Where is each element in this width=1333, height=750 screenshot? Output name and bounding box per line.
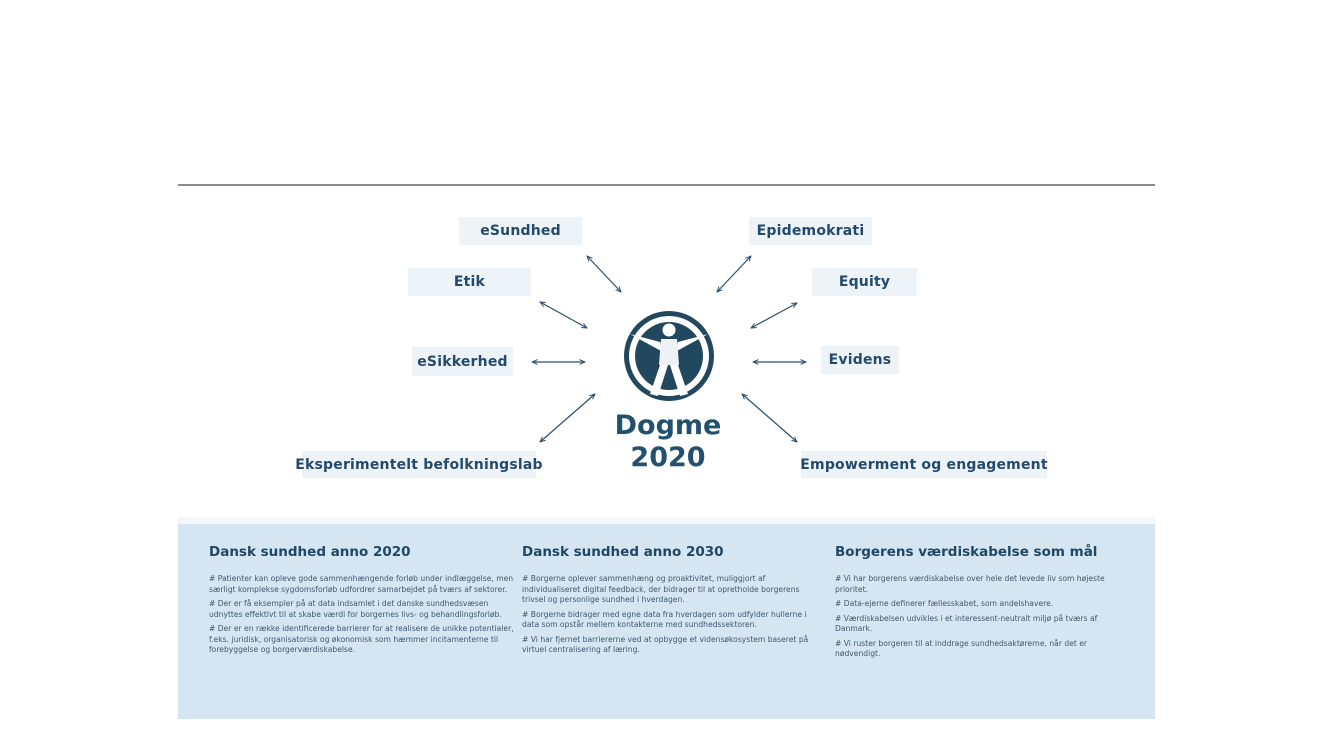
bullet-item: # Vi har borgerens værdiskabelse over hele det levede liv som højeste prioritet. [835,574,1105,594]
label-epidemokrati: Epidemokrati [749,217,872,245]
column-2020 [209,544,514,660]
label-eksperimentelt: Eksperimentelt befolkningslab [302,451,536,478]
bullet-item: # Vi ruster borgeren til at inddrage sundhedsaktørerne, når det er nødvendigt. [835,638,1088,658]
column-2030 [522,544,824,660]
column-title: Dansk sundhed anno 2020 [209,544,411,560]
arrow-equity [751,303,797,328]
arrow-etik [540,302,587,328]
column-title: Borgerens værdiskabelse som mål [835,544,1098,560]
label-esikkerhed: eSikkerhed [412,347,513,376]
bullet-item: # Der er en række identificerede barrierer for at realisere de unikke potentialer, f.eks. juridisk, organisatorisk og økonomisk som hæmmer incitamenterne til forebyggelse og borgerværdiskabelse. [209,624,514,654]
label-etik: Etik [408,268,531,296]
bullet-item: # Data-ejerne definerer fællesskabet, som andelshavere. [835,599,1054,608]
arrow-epidemokrati [717,256,751,292]
arrow-esundhed [587,256,621,292]
label-esundhed: eSundhed [459,217,582,245]
column-vaerdiskabelse [835,544,1115,664]
brand-line-2: 2020 [630,442,706,473]
bullet-item: # Borgerne oplever sammenhæng og proaktivitet, muliggjort af individualiseret digital feedback, der bidrager til at opretholde borgerens trivsel og personlige sundhed i hverdagen. [522,574,800,604]
info-panel [178,524,1155,719]
brand-line-1: Dogme [614,410,722,441]
bullet-item: # Værdiskabelsen udvikles i et interessent-neutralt miljø på tværs af Danmark. [835,613,1098,633]
label-evidens: Evidens [821,346,899,374]
dogme-2020-brand [586,410,750,474]
bullet-item: # Patienter kan opleve gode sammenhængende forløb under indlæggelse, men særligt komplekse sygdomsforløb udfordrer samarbejdet på tværs af sektorer. [209,574,514,594]
arrow-empowerment [742,394,797,442]
bullet-item: # Borgerne bidrager med egne data fra hverdagen som udfylder hullerne i data som opstår mellem kontakterne med sundhedssektoren. [522,609,807,629]
label-empowerment: Empowerment og engagement [801,451,1047,478]
panel-top-edge [178,517,1155,524]
label-equity: Equity [812,268,917,296]
column-title: Dansk sundhed anno 2030 [522,544,724,560]
vitruvian-man-icon [616,310,722,402]
bullet-item: # Der er få eksempler på at data indsamlet i det danske sundhedsvæsen udnyttes effektivt til at skabe værdi for borgernes livs- og behandlingsforløb. [209,599,502,619]
bullet-item: # Vi har fjernet barriererne ved at opbygge et vidensøkosystem baseret på virtuel centralisering af læring. [522,634,809,654]
